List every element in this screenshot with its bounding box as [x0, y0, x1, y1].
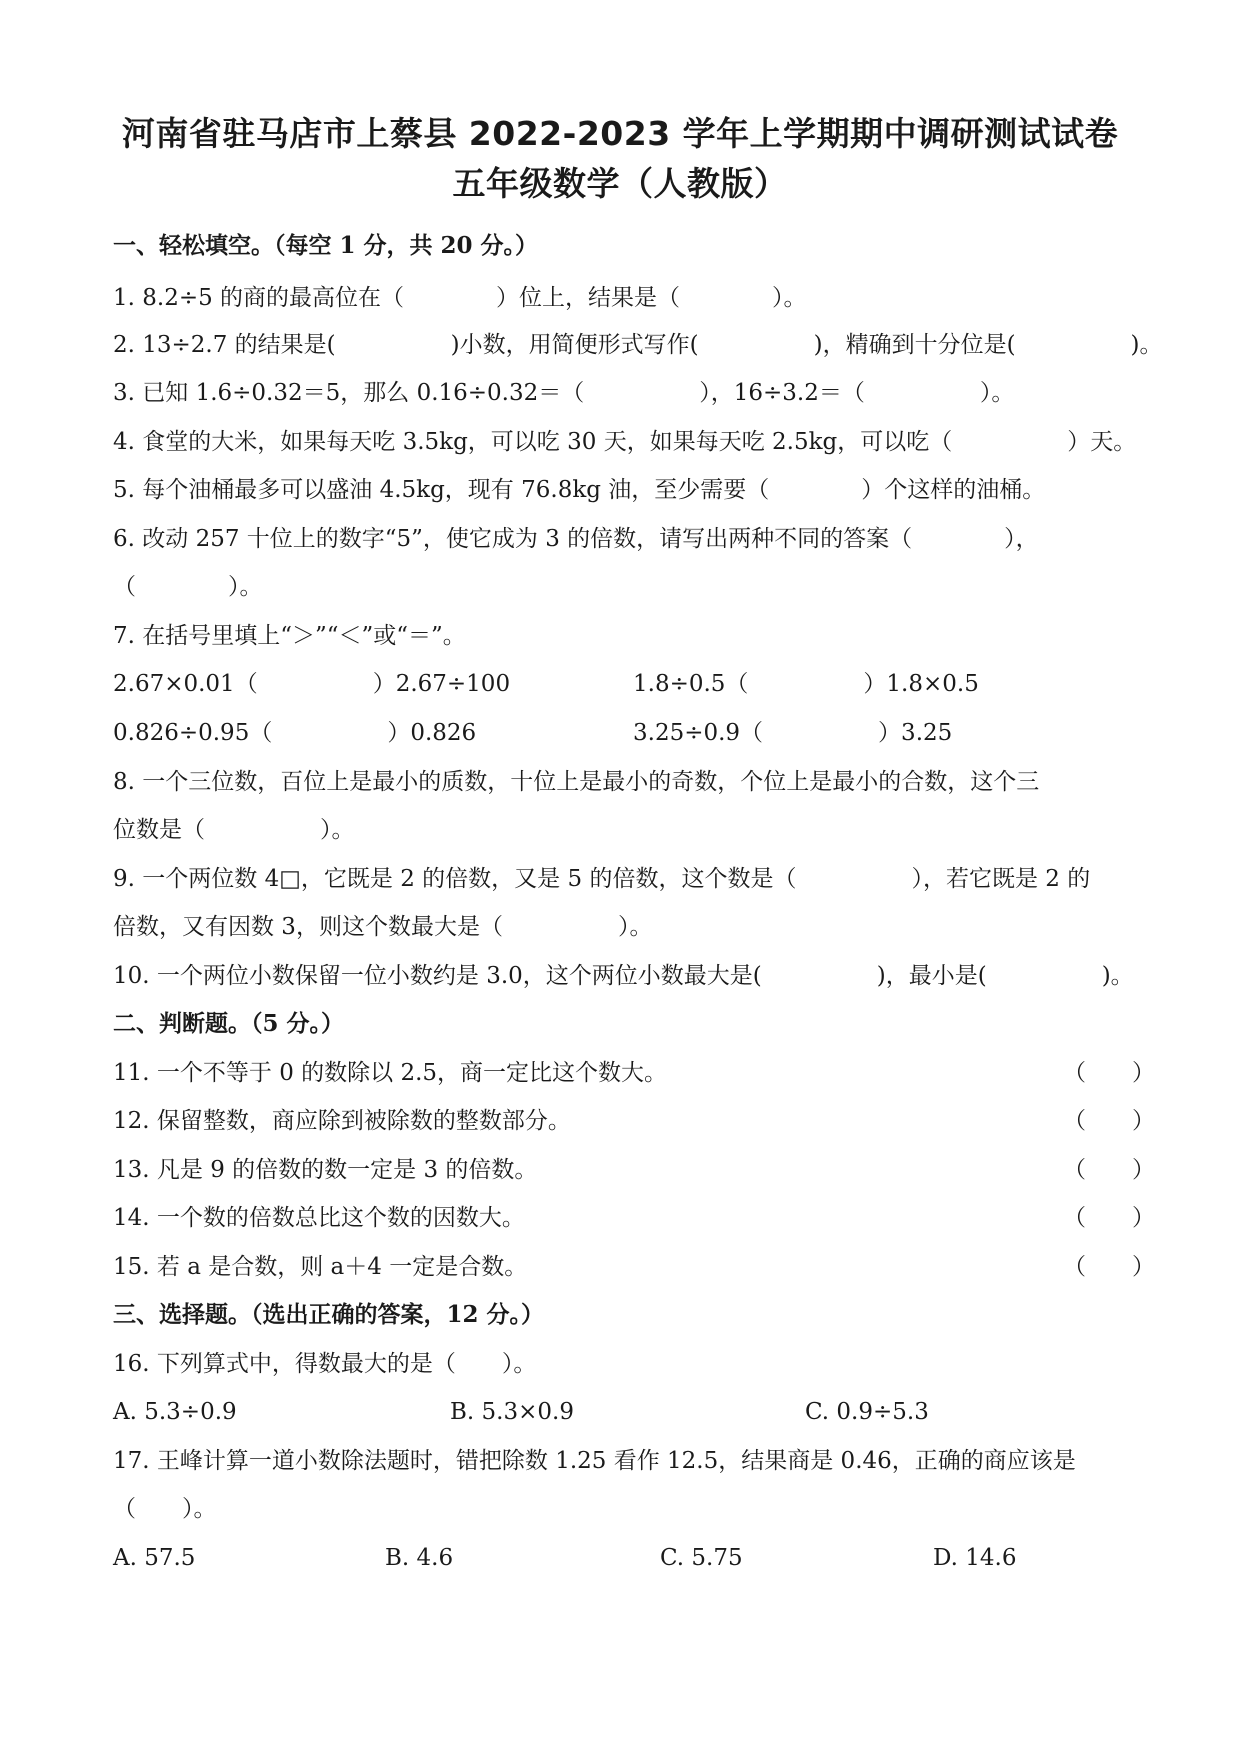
- question-17-line-2: （ ）。: [113, 1496, 217, 1522]
- question-4: 4. 食堂的大米，如果每天吃 3.5kg，可以吃 30 天，如果每天吃 2.5kg，可以吃（ ）天。: [113, 429, 1137, 455]
- answer-bracket: （ ）: [1063, 1157, 1155, 1183]
- question-2: 2. 13÷2.7 的结果是( )小数，用简便形式写作( )，精确到十分位是( )。: [113, 332, 1163, 358]
- section-3-heading: 三、选择题。（选出正确的答案，12 分。）: [113, 1301, 545, 1328]
- question-1: 1. 8.2÷5 的商的最高位在（ ）位上，结果是（ ）。: [113, 285, 807, 311]
- question-16: 16. 下列算式中，得数最大的是（ ）。: [113, 1351, 537, 1377]
- option-b: B. 5.3×0.9: [450, 1399, 574, 1425]
- answer-bracket: （ ）: [1063, 1108, 1155, 1134]
- answer-bracket: （ ）: [1063, 1205, 1155, 1231]
- option-a: A. 5.3÷0.9: [113, 1399, 237, 1425]
- question-8-line-2: 位数是（ ）。: [113, 817, 355, 843]
- option-b: B. 4.6: [385, 1545, 454, 1571]
- judge-statement: 14. 一个数的倍数总比这个数的因数大。: [113, 1205, 525, 1231]
- judge-item-15: [113, 1252, 1155, 1282]
- question-6-line-2: （ ）。: [113, 574, 263, 600]
- judge-statement: 11. 一个不等于 0 的数除以 2.5，商一定比这个数大。: [113, 1060, 668, 1086]
- question-7: 7. 在括号里填上“＞”“＜”或“＝”。: [113, 623, 466, 649]
- question-3: 3. 已知 1.6÷0.32＝5，那么 0.16÷0.32＝（ ），16÷3.2＝（ ）。: [113, 380, 1015, 406]
- judge-item-11: [113, 1058, 1155, 1088]
- question-9-line-2: 倍数，又有因数 3，则这个数最大是（ ）。: [113, 914, 653, 940]
- question-7-item-2: 1.8÷0.5（ ）1.8×0.5: [633, 671, 979, 697]
- question-8-line-1: 8. 一个三位数，百位上是最小的质数，十位上是最小的奇数，个位上是最小的合数，这个三: [113, 769, 1040, 795]
- question-10: 10. 一个两位小数保留一位小数约是 3.0，这个两位小数最大是( )，最小是( )。: [113, 963, 1134, 989]
- question-7-item-4: 3.25÷0.9（ ）3.25: [633, 720, 953, 746]
- page-subtitle: 五年级数学（人教版）: [452, 164, 788, 203]
- question-7-item-1: 2.67×0.01（ ）2.67÷100: [113, 671, 511, 697]
- question-9-line-1: 9. 一个两位数 4□，它既是 2 的倍数，又是 5 的倍数，这个数是（ ），若它既是 2 的: [113, 866, 1091, 892]
- section-1-heading: 一、轻松填空。（每空 1 分，共 20 分。）: [113, 232, 539, 259]
- question-6-line-1: 6. 改动 257 十位上的数字“5”，使它成为 3 的倍数，请写出两种不同的答案（ ），: [113, 526, 1039, 552]
- option-c: C. 0.9÷5.3: [805, 1399, 929, 1425]
- answer-bracket: （ ）: [1063, 1254, 1155, 1280]
- judge-item-13: [113, 1155, 1155, 1185]
- option-d: D. 14.6: [933, 1545, 1017, 1571]
- option-a: A. 57.5: [113, 1545, 196, 1571]
- question-5: 5. 每个油桶最多可以盛油 4.5kg，现有 76.8kg 油，至少需要（ ）个这样的油桶。: [113, 477, 1046, 503]
- page-title: 河南省驻马店市上蔡县 2022-2023 学年上学期期中调研测试试卷: [121, 114, 1119, 153]
- judge-item-12: [113, 1106, 1155, 1136]
- question-7-item-3: 0.826÷0.95（ ）0.826: [113, 720, 477, 746]
- section-2-heading: 二、判断题。（5 分。）: [113, 1010, 345, 1037]
- judge-statement: 12. 保留整数，商应除到被除数的整数部分。: [113, 1108, 571, 1134]
- answer-bracket: （ ）: [1063, 1060, 1155, 1086]
- judge-statement: 15. 若 a 是合数，则 a＋4 一定是合数。: [113, 1254, 528, 1280]
- judge-item-14: [113, 1203, 1155, 1233]
- question-17-line-1: 17. 王峰计算一道小数除法题时，错把除数 1.25 看作 12.5，结果商是 0.46，正确的商应该是: [113, 1448, 1076, 1474]
- option-c: C. 5.75: [660, 1545, 743, 1571]
- judge-statement: 13. 凡是 9 的倍数的数一定是 3 的倍数。: [113, 1157, 538, 1183]
